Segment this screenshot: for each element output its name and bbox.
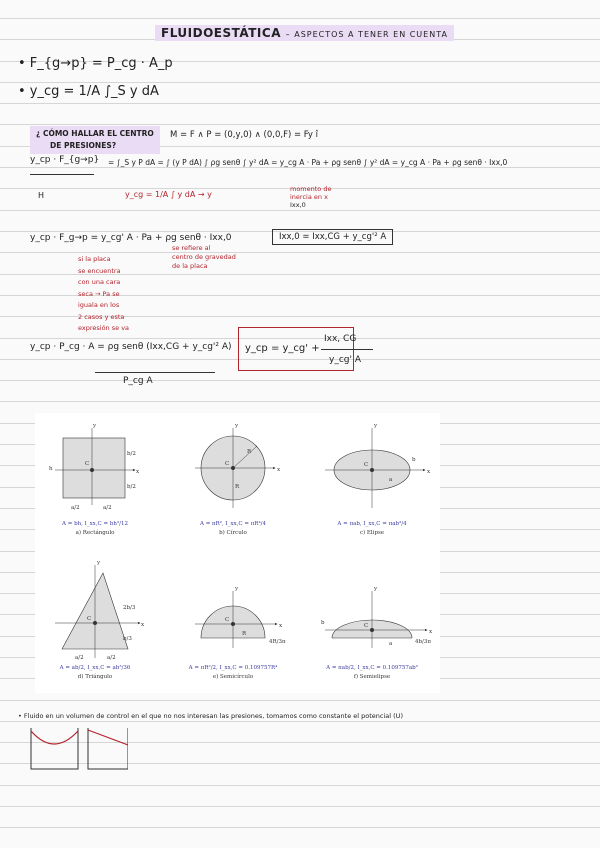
notebook-rule bbox=[0, 167, 600, 168]
svg-text:x: x bbox=[141, 622, 145, 628]
svg-text:C: C bbox=[225, 461, 230, 467]
svg-text:b/2: b/2 bbox=[127, 484, 136, 490]
ellipse-shape bbox=[325, 423, 431, 508]
notebook-rule bbox=[0, 700, 600, 701]
svg-text:y: y bbox=[235, 423, 239, 429]
notebook-rule bbox=[0, 103, 600, 104]
rect-c-label: C bbox=[85, 461, 90, 467]
question-heading: ¿ CÓMO HALLAR EL CENTRO DE PRESIONES? bbox=[30, 126, 160, 154]
notebook-rule bbox=[0, 785, 600, 786]
svg-text:y: y bbox=[374, 586, 378, 592]
centroid-equation: • y_cg = 1/A ∫_S y dA bbox=[18, 84, 159, 99]
svg-text:a/2: a/2 bbox=[71, 505, 80, 511]
denominator: P_cg A bbox=[123, 376, 153, 386]
container-1-sketch bbox=[31, 728, 78, 769]
svg-text:2b/3: 2b/3 bbox=[123, 605, 136, 611]
moment-equation: M = F ∧ P = (0,y,0) ∧ (0,0,F) = Fy î bbox=[170, 130, 319, 140]
svg-text:A = πR²/2, I_xx,C = 0.109757R: A = πR²/2, I_xx,C = 0.109757R⁴ bbox=[188, 665, 278, 671]
derivation-line-1-rhs: = ∫_S y P dA = ∫ (y P dA) ∫ ρg senθ ∫ y² dA = y_cg A · Pa + ρg senθ ∫ y² dA = y_cg A · Pa + ρg senθ · Ixx,0 bbox=[108, 158, 508, 167]
svg-text:y: y bbox=[93, 423, 97, 429]
svg-text:a: a bbox=[389, 477, 393, 483]
notebook-rule bbox=[0, 827, 600, 828]
result-fraction-line bbox=[321, 349, 373, 350]
svg-text:C: C bbox=[225, 617, 230, 623]
dry-face-note: si la placa se encuentra con una cara seca → Pa se iguala en los 2 casos y esta expresión se va bbox=[78, 255, 130, 332]
notebook-rule bbox=[0, 82, 600, 83]
svg-text:b: b bbox=[412, 457, 416, 463]
svg-text:b) Círculo: b) Círculo bbox=[219, 530, 247, 536]
notebook-rule bbox=[0, 252, 600, 253]
result-lhs: y_cp = y_cg' + bbox=[245, 343, 320, 354]
svg-text:C: C bbox=[87, 616, 92, 622]
h-label: H bbox=[38, 191, 45, 200]
svg-text:y: y bbox=[235, 586, 239, 592]
svg-text:b/3: b/3 bbox=[123, 636, 132, 642]
svg-text:b/2: b/2 bbox=[127, 451, 136, 457]
triangle-shape bbox=[55, 560, 145, 661]
result-box bbox=[238, 327, 361, 371]
svg-text:R: R bbox=[242, 631, 247, 637]
svg-text:A = πab, I_xx,C = πab³/4: A = πab, I_xx,C = πab³/4 bbox=[337, 521, 407, 527]
inertia-figure-svg bbox=[35, 413, 440, 693]
notebook-rule bbox=[0, 380, 600, 381]
ixx-steiner-box: Ixx,0 = Ixx,CG + y_cg'² A bbox=[272, 229, 393, 245]
svg-text:y: y bbox=[97, 560, 101, 566]
derivation-line-1-lhs: y_cp · F_{g→p} bbox=[30, 155, 100, 165]
notebook-rule bbox=[0, 124, 600, 125]
svg-text:a: a bbox=[389, 641, 393, 647]
svg-text:A = πR², I_xx,C = πR⁴/4: A = πR², I_xx,C = πR⁴/4 bbox=[199, 521, 267, 527]
page-title: FLUIDOESTÁTICA – ASPECTOS A TENER EN CUENTA bbox=[155, 25, 454, 41]
svg-text:b: b bbox=[321, 620, 325, 626]
svg-text:x: x bbox=[279, 623, 283, 629]
svg-text:c) Elipse: c) Elipse bbox=[359, 530, 385, 536]
semicircle-shape bbox=[195, 586, 286, 648]
rectangle-shape bbox=[49, 423, 140, 511]
result-numerator: Ixx, CG bbox=[324, 334, 357, 344]
notebook-rule bbox=[0, 210, 600, 211]
svg-text:A = ab/2, I_xx,C = ab³/36: A = ab/2, I_xx,C = ab³/36 bbox=[59, 665, 131, 671]
underbrace bbox=[30, 174, 94, 175]
footer-note: • Fluido en un volumen de control en el que no nos interesan las presiones, tomamos como constante el potencial (U) bbox=[18, 712, 403, 720]
svg-text:x: x bbox=[427, 469, 431, 475]
svg-text:e) Semicírculo: e) Semicírculo bbox=[212, 674, 254, 680]
notebook-rule bbox=[0, 18, 600, 19]
svg-text:x: x bbox=[136, 469, 140, 475]
svg-text:x: x bbox=[277, 467, 281, 473]
svg-text:R: R bbox=[235, 484, 240, 490]
semiellipse-shape bbox=[321, 586, 433, 648]
svg-text:x: x bbox=[429, 629, 433, 635]
svg-text:A = bh, I_xx,C = bh³/12: A = bh, I_xx,C = bh³/12 bbox=[62, 521, 128, 527]
fraction-line bbox=[95, 372, 215, 373]
svg-text:C: C bbox=[364, 623, 369, 629]
notebook-rule bbox=[0, 721, 600, 722]
svg-text:4b/3π: 4b/3π bbox=[415, 639, 431, 645]
svg-text:4R/3π: 4R/3π bbox=[269, 639, 286, 645]
svg-text:a/2: a/2 bbox=[103, 505, 112, 511]
notebook-rule bbox=[0, 806, 600, 807]
force-equation: • F_{g→p} = P_cg · A_p bbox=[18, 56, 173, 71]
svg-text:R: R bbox=[247, 449, 252, 455]
inertia-figure bbox=[35, 413, 440, 693]
svg-text:h: h bbox=[49, 466, 53, 472]
svg-text:f) Semielipse: f) Semielipse bbox=[353, 674, 391, 680]
derivation-line-3: y_cp · P_cg · A = ρg senθ (Ixx,CG + y_cg'² A) bbox=[30, 342, 232, 352]
notebook-rule bbox=[0, 401, 600, 402]
circle-shape bbox=[195, 423, 281, 508]
derivation-line-2: y_cp · F_g→p = y_cg' A · Pa + ρg senθ · Ixx,0 bbox=[30, 233, 232, 243]
moment-inertia-note: momento de inercia en x Ixx,0 bbox=[290, 185, 332, 209]
svg-text:y: y bbox=[374, 423, 378, 429]
result-denominator: y_cg' A bbox=[329, 355, 361, 365]
svg-text:a/2: a/2 bbox=[107, 655, 116, 661]
ycg-note: y_cg = 1/A ∫ y dA → y bbox=[125, 190, 212, 199]
svg-text:d) Triángulo: d) Triángulo bbox=[77, 674, 113, 680]
svg-text:A = πab/2, I_xx,C = 0.109757a: A = πab/2, I_xx,C = 0.109757ab³ bbox=[326, 665, 418, 671]
container-sketches bbox=[28, 725, 128, 773]
svg-text:C: C bbox=[364, 462, 369, 468]
container-2-sketch bbox=[88, 728, 128, 769]
svg-text:a/2: a/2 bbox=[75, 655, 84, 661]
svg-text:a) Rectángulo: a) Rectángulo bbox=[75, 530, 115, 536]
center-gravity-note: se refiere al centro de gravedad de la placa bbox=[172, 244, 236, 270]
